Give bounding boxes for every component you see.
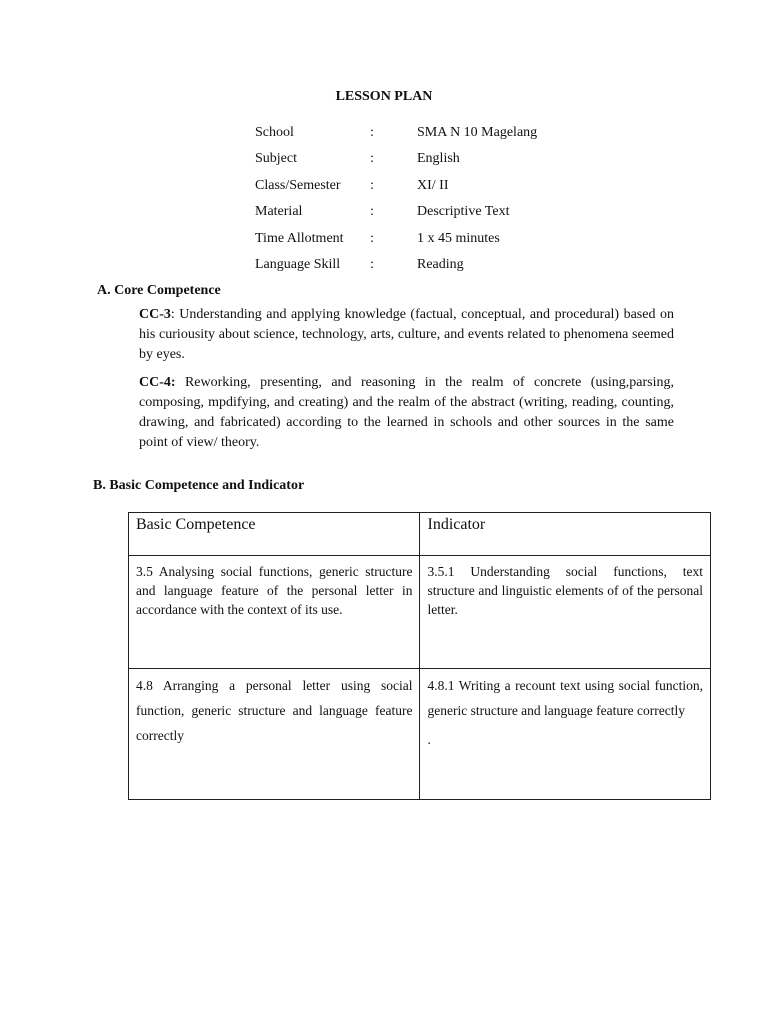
cc3-label: CC-3 <box>139 307 171 322</box>
info-label: Subject <box>255 151 297 167</box>
lesson-info <box>255 119 617 279</box>
info-value: SMA N 10 Magelang <box>417 124 538 140</box>
info-colon: : <box>370 204 374 220</box>
basic-competence-cell: 4.8 Arranging a personal letter using social function, generic structure and language feature correctly <box>129 669 420 800</box>
info-value: English <box>417 151 460 167</box>
core-competence-4 <box>139 373 674 453</box>
info-label: Class/Semester <box>255 177 341 193</box>
info-label: School <box>255 124 294 140</box>
info-colon: : <box>370 177 374 193</box>
info-label: Language Skill <box>255 257 341 273</box>
info-row-language-skill <box>255 252 617 279</box>
indicator-text: 4.8.1 Writing a recount text using social function, generic structure and language feature correctly <box>427 678 703 718</box>
header-indicator: Indicator <box>420 513 711 556</box>
info-colon: : <box>370 230 374 246</box>
section-b-heading: B. Basic Competence and Indicator <box>93 478 305 493</box>
core-competence-3 <box>139 305 674 365</box>
info-value: Descriptive Text <box>417 204 510 220</box>
table-header-row <box>129 513 711 556</box>
info-colon: : <box>370 151 374 167</box>
info-value: Reading <box>417 257 464 273</box>
table-row <box>129 669 711 800</box>
info-label: Material <box>255 204 303 220</box>
info-colon: : <box>370 124 374 140</box>
info-row-subject <box>255 146 617 173</box>
info-row-class-semester <box>255 172 617 199</box>
header-basic-competence: Basic Competence <box>129 513 420 556</box>
page-title: LESSON PLAN <box>335 89 433 104</box>
basic-competence-cell: 3.5 Analysing social functions, generic structure and language feature of the personal letter in accordance with the context of its use. <box>129 556 420 669</box>
section-a-heading: A. Core Competence <box>97 283 221 298</box>
indicator-cell <box>420 669 711 800</box>
info-value: 1 x 45 minutes <box>417 230 500 246</box>
info-value: XI/ II <box>417 177 449 193</box>
indicator-cell: 3.5.1 Understanding social functions, text structure and linguistic elements of of the personal letter. <box>420 556 711 669</box>
cc4-text: Reworking, presenting, and reasoning in the realm of concrete (using,parsing, composing, mpdifying, and creating) and the realm of the abstract (writing, reading, counting, drawing, and fabricated) according to the learned in schools and other sources in the same point of view/ theory. <box>139 375 674 450</box>
cc4-label: CC-4: <box>139 375 176 390</box>
info-row-time-allotment <box>255 225 617 252</box>
info-row-school <box>255 119 617 146</box>
info-row-material <box>255 199 617 226</box>
cc3-text: Understanding and applying knowledge (factual, conceptual, and procedural) based on his curiousity about science, technology, arts, culture, and events related to phenomena seemed by eyes. <box>139 307 674 362</box>
info-label: Time Allotment <box>255 230 344 246</box>
table-row <box>129 556 711 669</box>
cc3-separator: : <box>170 307 175 322</box>
info-colon: : <box>370 257 374 273</box>
competence-table <box>128 512 711 800</box>
indicator-extra: . <box>427 732 431 747</box>
